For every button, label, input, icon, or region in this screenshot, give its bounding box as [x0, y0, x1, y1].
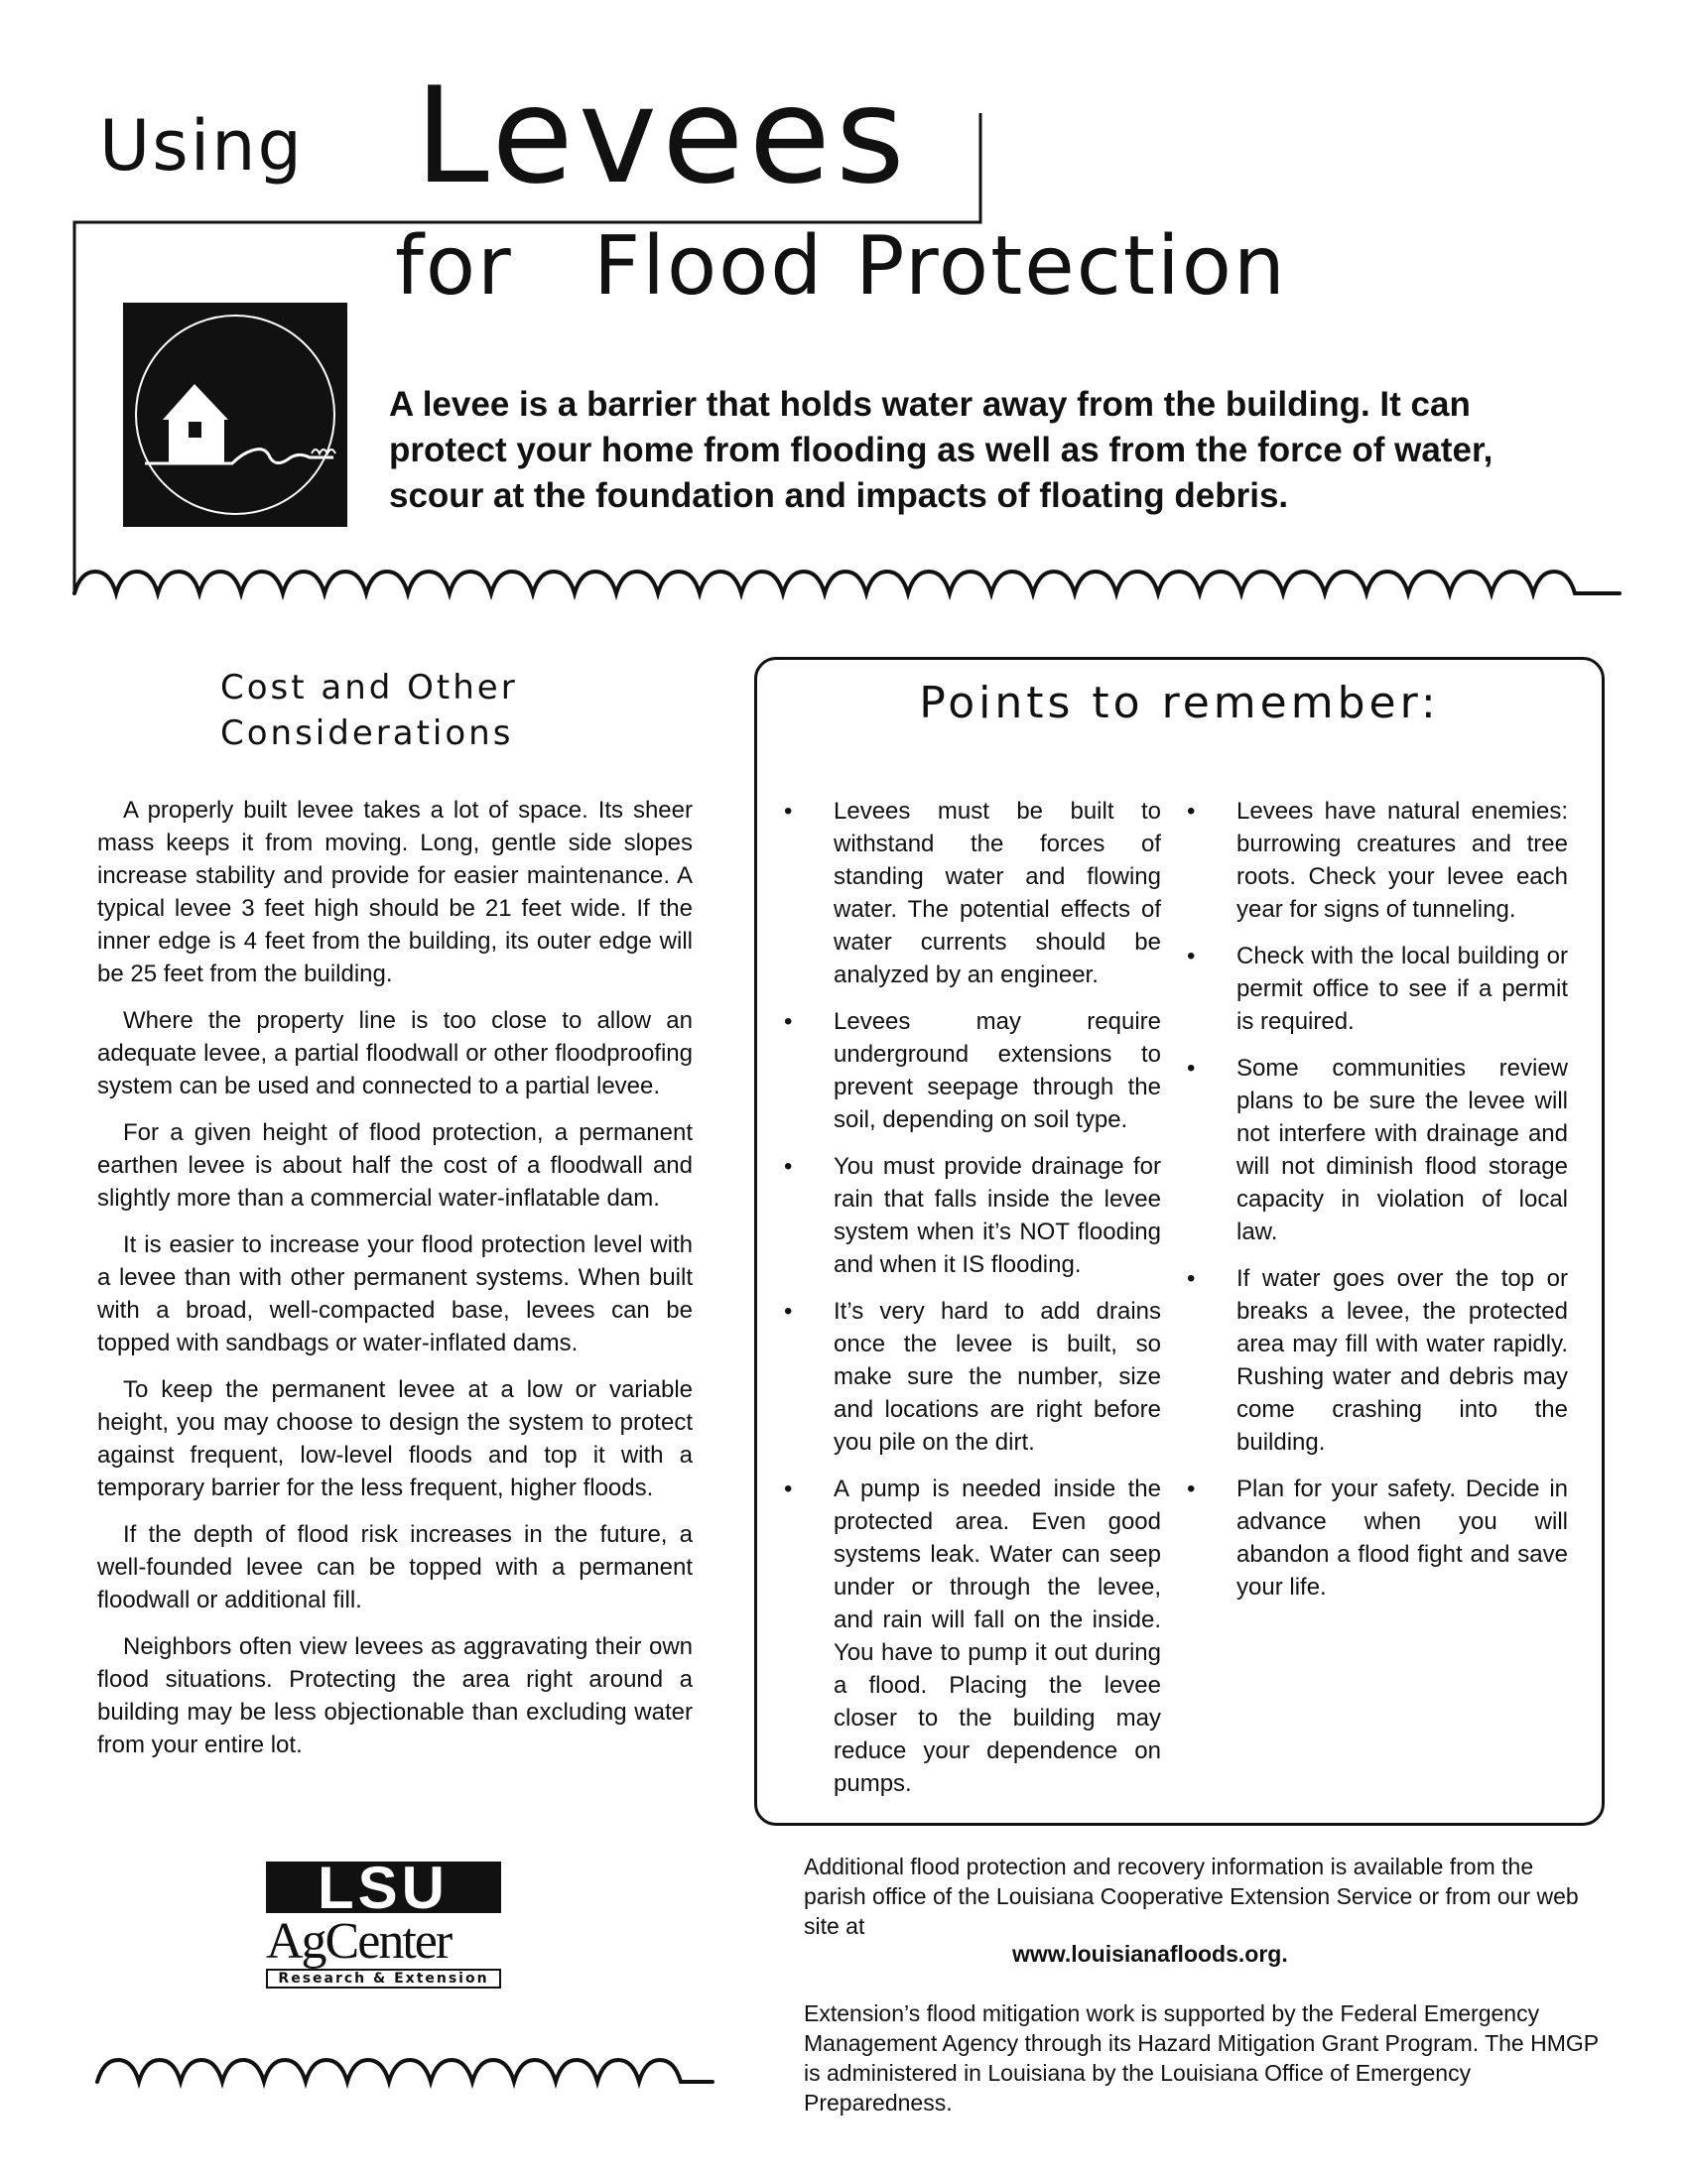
- points-list-item: • You must provide drainage for rain that falls inside the levee system when it’s NOT flooding and when it IS flooding.: [834, 1150, 1161, 1281]
- cost-paragraph: If the depth of flood risk increases in the future, a well-founded levee can be topped with a permanent floodwall or additional fill.: [97, 1521, 693, 1613]
- points-list-item: • Check with the local building or permit office to see if a permit is required.: [1236, 940, 1568, 1038]
- points-list-item: • Levees must be built to withstand the forces of standing water and flowing water. The potential effects of water currents should be analyzed by an engineer.: [834, 795, 1161, 991]
- title-for: for: [395, 219, 513, 314]
- footer-info: [804, 1852, 1588, 1941]
- cost-heading: [220, 665, 518, 756]
- intro-text: A levee is a barrier that holds water away from the building. It can protect your home from flooding as well as from the force of water, scour at the foundation and impacts of floating debris.: [389, 385, 1493, 515]
- footer-info-text: Additional flood protection and recovery information is available from the parish office of the Louisiana Cooperative Extension Service or from our web site at: [804, 1854, 1579, 1939]
- lsu-logo-block: [266, 1862, 501, 1913]
- points-list-item: • Plan for your safety. Decide in advance when you will abandon a flood fight and save your life.: [1236, 1473, 1568, 1604]
- cost-heading-line2: Considerations: [220, 713, 514, 753]
- cost-paragraph: Neighbors often view levees as aggravating their own flood situations. Protecting the area right around a building may be less objectionable than excluding water from your entire lot.: [97, 1633, 693, 1758]
- points-heading: Points to remember:: [919, 678, 1440, 728]
- cost-paragraph: Where the property line is too close to allow an adequate levee, a partial floodwall or other floodproofing system can be used and connected to a partial levee.: [97, 1007, 693, 1099]
- cost-section-body: [97, 794, 693, 1775]
- cost-heading-line1: Cost and Other: [220, 668, 518, 707]
- points-list-item: • A pump is needed inside the protected area. Even good systems leak. Water can seep under or through the levee, and rain will fall on the inside. You have to pump it out during a flood. Placing the levee closer to the building may reduce your dependence on pumps.: [834, 1473, 1161, 1800]
- points-list-item: • Levees have natural enemies: burrowing creatures and tree roots. Check your levee each year for signs of tunneling.: [1236, 795, 1568, 926]
- cost-paragraph: It is easier to increase your flood protection level with a levee than with other permanent systems. When built with a broad, well-compacted base, levees can be topped with sandbags or water-inflated dams.: [97, 1231, 693, 1356]
- points-list-item: • If water goes over the top or breaks a levee, the protected area may fill with water rapidly. Rushing water and debris may come crashing into the building.: [1236, 1262, 1568, 1459]
- title-protection: Protection: [855, 219, 1287, 314]
- points-column-2: [1236, 795, 1568, 1617]
- research-extension-label: Research & Extension: [266, 1969, 501, 1989]
- website-link[interactable]: www.louisianafloods.org.: [1012, 1941, 1288, 1967]
- header-wavy-border: [74, 572, 1620, 593]
- house-flood-icon: [123, 303, 347, 527]
- title-levees: Levees: [415, 59, 910, 213]
- lsu-logo-text: LSU: [318, 1862, 449, 1913]
- cost-paragraph: For a given height of flood protection, a permanent earthen levee is about half the cost of a floodwall and slightly more than a commercial water-inflatable dam.: [97, 1119, 693, 1212]
- fema-note: Extension’s flood mitigation work is supported by the Federal Emergency Management Agency through its Hazard Mitigation Grant Program. The HMGP is administered in Louisiana by the Louisiana Office of Emergency Preparedness.: [804, 2000, 1599, 2116]
- lsu-agcenter-logo: [266, 1862, 501, 1991]
- points-list-item: • It’s very hard to add drains once the levee is built, so make sure the number, size and locations are right before you pile on the dirt.: [834, 1295, 1161, 1459]
- cost-paragraph: A properly built levee takes a lot of space. Its sheer mass keeps it from moving. Long, gentle side slopes increase stability and provide for easier maintenance. A typical levee 3 feet high should be 21 feet wide. If the inner edge is 4 feet from the building, its outer edge will be 25 feet from the building.: [97, 797, 693, 987]
- agcenter-logo-text: AgCenter: [266, 1913, 452, 1970]
- cost-paragraph: To keep the permanent levee at a low or variable height, you may choose to design the system to protect against frequent, low-level floods and top it with a temporary barrier for the less frequent, higher floods.: [97, 1376, 693, 1501]
- title-flood: Flood: [593, 219, 825, 314]
- footer-wavy-border: [0, 2044, 754, 2094]
- points-list-item: • Some communities review plans to be sure the levee will not interfere with drainage and will not diminish flood storage capacity in violation of local law.: [1236, 1052, 1568, 1248]
- points-column-1: [834, 795, 1161, 1814]
- title-using: Using: [99, 105, 304, 187]
- points-list-item: • Levees may require underground extensions to prevent seepage through the soil, depending on soil type.: [834, 1005, 1161, 1136]
